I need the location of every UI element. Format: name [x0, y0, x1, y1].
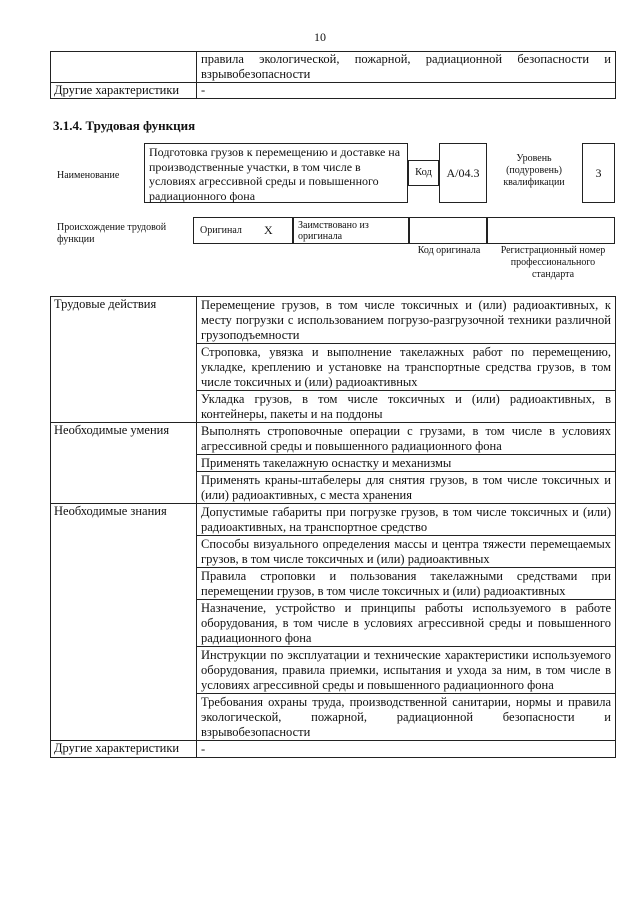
table-cell: Строповка, увязка и выполнение такелажных работ по перемещению, укладке, креплению и установке на транспортные средства грузов, в том числе токсичных и (или) радиоактивных	[197, 344, 616, 391]
original-cell	[193, 217, 293, 244]
table-row	[51, 83, 616, 99]
group-label: Другие характеристики	[51, 741, 197, 758]
row-label	[51, 52, 197, 83]
table-cell: Назначение, устройство и принципы работы используемого в работе оборудования, в том числе в условиях агрессивной среды и повышенного радиационного фона	[197, 600, 616, 647]
name-label: Наименование	[57, 170, 120, 181]
level-label: Уровень (подуровень) квалификации	[503, 153, 565, 188]
code-label: Код	[408, 160, 439, 186]
continuation-table	[50, 51, 616, 99]
table-cell: Требования охраны труда, производственной санитарии, нормы и правила экологической, пожарной, радиационной безопасности и взрывобезопасности	[197, 694, 616, 741]
row-label: Другие характеристики	[51, 83, 197, 99]
table-cell: Допустимые габариты при погрузке грузов, в том числе токсичных и (или) радиоактивных, на транспортное средство	[197, 504, 616, 536]
reg-number-cell	[487, 217, 615, 244]
table-row	[51, 741, 616, 758]
row-text: -	[197, 83, 616, 99]
code-value: A/04.3	[439, 143, 487, 203]
group-label: Необходимые умения	[51, 423, 197, 504]
function-name: Подготовка грузов к перемещению и доставке на производственные участки, в том числе в условиях агрессивной среды и повышенного радиационного фона	[144, 143, 408, 203]
code-original-caption: Код оригинала	[417, 245, 481, 256]
table-row	[51, 423, 616, 455]
code-original-cell	[409, 217, 487, 244]
reg-number-caption: Регистрационный номер профессионального стандарта	[500, 245, 606, 280]
table-row	[51, 297, 616, 344]
table-cell: Инструкции по эксплуатации и технические характеристики используемого оборудования, правила приемки, испытания и ухода за ним, в том числе в условиях агрессивной среды и повышенного радиационного фона	[197, 647, 616, 694]
table-cell: Перемещение грузов, в том числе токсичных и (или) радиоактивных, к месту погрузки с использованием погрузо-разгрузочной техники различной грузоподъемности	[197, 297, 616, 344]
row-text: правила экологической, пожарной, радиационной безопасности и взрывобезопасности	[197, 52, 616, 83]
table-row	[51, 504, 616, 536]
table-cell: Правила строповки и пользования такелажными средствами при перемещении грузов, в том числе токсичных и (или) радиоактивных	[197, 568, 616, 600]
level-value: 3	[582, 143, 615, 203]
section-heading: 3.1.4. Трудовая функция	[53, 118, 196, 133]
original-mark: X	[264, 223, 273, 237]
group-label: Трудовые действия	[51, 297, 197, 423]
original-label: Оригинал	[200, 225, 242, 236]
group-label: Необходимые знания	[51, 504, 197, 741]
table-cell: Способы визуального определения массы и центра тяжести перемещаемых грузов, в том числе токсичных и (или) радиоактивных	[197, 536, 616, 568]
borrowed-label: Заимствовано из оригинала	[293, 217, 409, 244]
table-cell: Выполнять строповочные операции с грузами, в том числе в условиях агрессивной среды и повышенного радиационного фона	[197, 423, 616, 455]
table-row	[51, 52, 616, 83]
table-cell: Укладка грузов, в том числе токсичных и (или) радиоактивных, в контейнеры, пакеты и на поддоны	[197, 391, 616, 423]
table-cell: Применять краны-штабелеры для снятия грузов, в том числе токсичных и (или) радиоактивных, с места хранения	[197, 472, 616, 504]
table-cell: Применять такелажную оснастку и механизмы	[197, 455, 616, 472]
function-table	[50, 296, 616, 758]
origin-label: Происхождение трудовой функции	[57, 222, 167, 245]
table-cell: -	[197, 741, 616, 758]
page-number: 10	[314, 30, 326, 44]
